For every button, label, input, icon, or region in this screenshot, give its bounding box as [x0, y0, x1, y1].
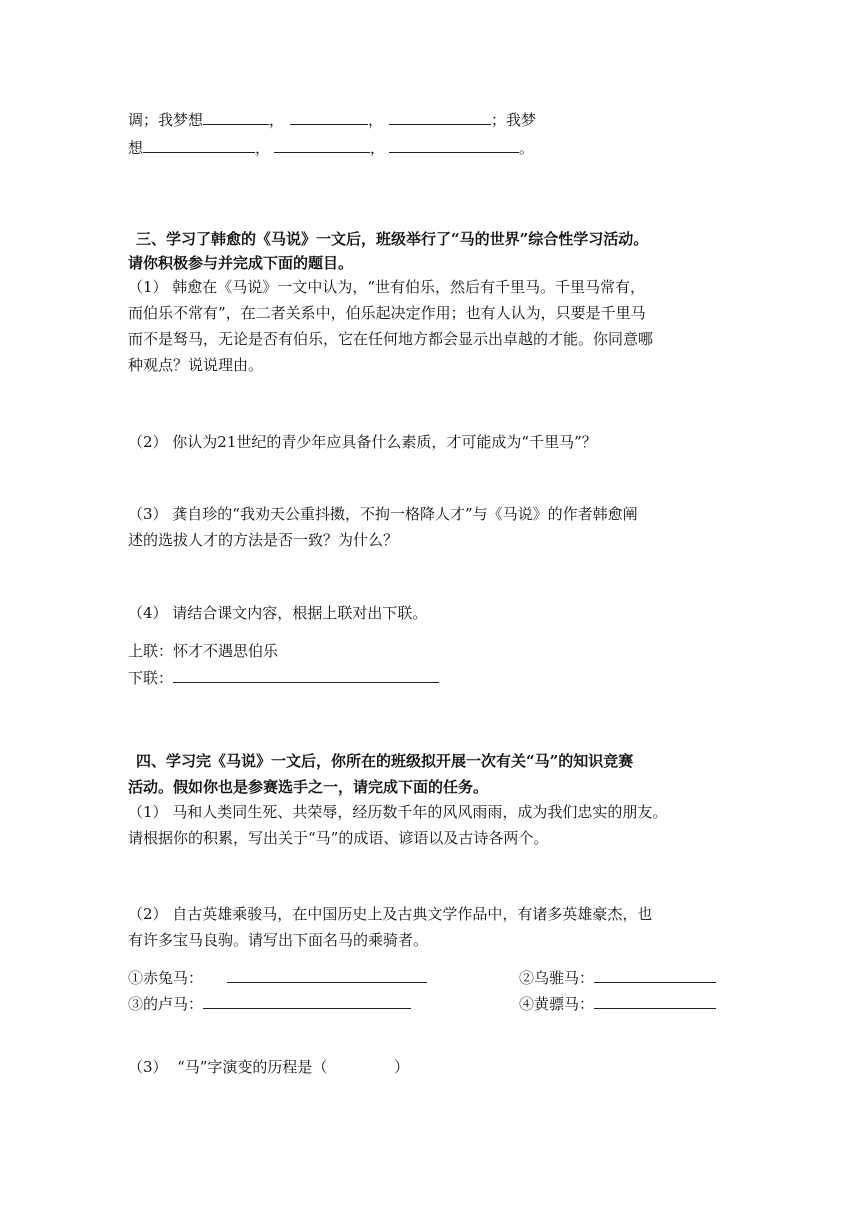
s3-q1-line4: 种观点？说说理由。 [128, 356, 264, 374]
horse-rider-blank[interactable] [227, 966, 427, 983]
s3-q1-line2: 而伯乐不常有”，在二者关系中，伯乐起决定作用；也有人认为，只要是千里马 [128, 304, 646, 322]
section3-title-line1: 三、学习了韩愈的《马说》一文后，班级举行了“马的世界”综合性学习活动。 [136, 230, 649, 248]
answer-blank[interactable] [274, 136, 370, 153]
intro-text: ；我梦 [491, 111, 537, 129]
s3-q3-line2: 述的选拔人才的方法是否一致？为什么？ [128, 531, 399, 549]
intro-line-1 [128, 108, 536, 131]
horse-rider-blank[interactable] [594, 992, 716, 1009]
section4-title-line1: 四、学习完《马说》一文后，你所在的班级拟开展一次有关“马”的知识竞赛 [136, 752, 634, 770]
intro-text: ， [255, 139, 271, 157]
s3-q3-line1: （3） 龚自珍的“我劝天公重抖擞，不拘一格降人才”与《马说》的作者韩愈阐 [128, 505, 638, 523]
couplet-upper: 上联：怀才不遇思伯乐 [128, 642, 279, 660]
s3-q1-line3: 而不是驽马，无论是否有伯乐，它在任何地方都会显示出卓越的才能。你同意哪 [128, 330, 654, 348]
intro-text: 调；我梦想 [128, 111, 204, 129]
answer-blank[interactable] [389, 136, 519, 153]
couplet-lower [128, 666, 439, 689]
horse-rider-blank[interactable] [203, 992, 411, 1009]
s4-q2-line1: （2） 自古英雄乘骏马，在中国历史上及古典文学作品中，有诸多英雄豪杰，也 [128, 905, 653, 923]
s4-q1-line1: （1） 马和人类同生死、共荣辱，经历数千年的风风雨雨，成为我们忠实的朋友。 [128, 803, 668, 821]
intro-text: 。 [519, 139, 535, 157]
horse-item-2 [519, 966, 716, 989]
s4-q2-line2: 有许多宝马良驹。请写出下面名马的乘骑者。 [128, 931, 429, 949]
intro-line-2 [128, 136, 534, 159]
intro-text: ， [269, 111, 285, 129]
intro-text: ， [368, 111, 384, 129]
answer-blank[interactable] [290, 108, 368, 125]
answer-blank[interactable] [389, 108, 491, 125]
intro-text: ， [370, 139, 386, 157]
couplet-lower-label: 下联： [128, 669, 174, 687]
answer-blank[interactable] [203, 108, 269, 125]
s3-q1-line1: （1） 韩愈在《马说》一文中认为，“世有伯乐，然后有千里马。千里马常有， [128, 278, 645, 296]
horse-label: ②乌骓马： [519, 969, 595, 987]
horse-label: ③的卢马： [128, 995, 204, 1013]
s3-q4: （4） 请结合课文内容，根据上联对出下联。 [128, 604, 428, 622]
answer-blank[interactable] [143, 136, 255, 153]
s3-q2: （2） 你认为21世纪的青少年应具备什么素质，才可能成为“千里马”？ [128, 433, 597, 451]
horse-item-4 [519, 992, 716, 1015]
horse-item-3 [128, 992, 411, 1015]
horse-item-1 [128, 966, 427, 989]
horse-rider-blank[interactable] [594, 966, 716, 983]
couplet-answer-blank[interactable] [173, 666, 439, 683]
horse-label: ①赤兔马： [128, 969, 204, 987]
intro-text: 想 [128, 139, 144, 157]
section4-title-line2: 活动。假如你也是参赛选手之一，请完成下面的任务。 [128, 778, 489, 796]
s4-q1-line2: 请根据你的积累，写出关于“马”的成语、谚语以及古诗各两个。 [128, 829, 549, 847]
horse-label: ④黄骠马： [519, 995, 595, 1013]
s4-q3: （3） “马”字演变的历程是（ ） [128, 1058, 410, 1076]
section3-title-line2: 请你积极参与并完成下面的题目。 [128, 254, 354, 272]
